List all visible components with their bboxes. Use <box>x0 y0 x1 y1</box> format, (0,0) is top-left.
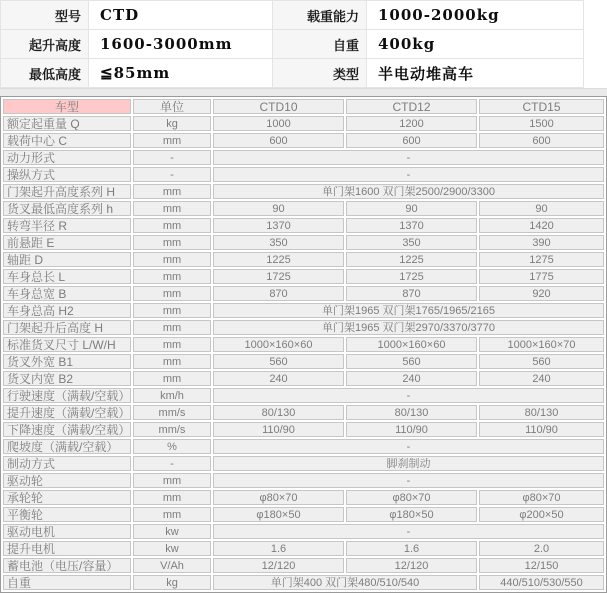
spec-table <box>0 96 607 593</box>
column-header-ctd15: CTD15 <box>479 99 604 114</box>
spec-value: 80/130 <box>213 405 344 420</box>
spec-unit: mm <box>133 473 211 488</box>
spec-value: 600 <box>479 133 604 148</box>
spec-label: 门架起升后高度 H <box>3 320 131 335</box>
spec-unit: mm <box>133 320 211 335</box>
spec-value: 110/90 <box>479 422 604 437</box>
spec-value: 80/130 <box>346 405 477 420</box>
spec-value: 12/120 <box>213 558 344 573</box>
spec-label: 蓄电池（电压/容量） <box>3 558 131 573</box>
spec-unit: mm <box>133 235 211 250</box>
spec-row <box>3 218 604 233</box>
spec-value-merged: 单门架1965 双门架1765/1965/2165 <box>213 303 604 318</box>
spec-row <box>3 439 604 454</box>
column-header-unit: 单位 <box>133 99 211 114</box>
spec-label: 货叉外宽 B1 <box>3 354 131 369</box>
spec-unit: % <box>133 439 211 454</box>
spec-row <box>3 405 604 420</box>
spec-label: 车身总宽 B <box>3 286 131 301</box>
spec-value: 12/150 <box>479 558 604 573</box>
spec-value: 1725 <box>213 269 344 284</box>
spec-value: φ80×70 <box>479 490 604 505</box>
min-height-value: ≦85mm <box>89 59 273 88</box>
spec-value: 440/510/530/550 <box>479 575 604 590</box>
capacity-value: 1000-2000kg <box>367 1 584 30</box>
spec-value-merged: - <box>213 388 604 403</box>
spec-row <box>3 490 604 505</box>
spec-row <box>3 184 604 199</box>
spec-row <box>3 337 604 352</box>
spec-label: 爬坡度（满载/空载） <box>3 439 131 454</box>
spec-unit: mm <box>133 303 211 318</box>
spec-unit: mm <box>133 201 211 216</box>
spec-value: 350 <box>346 235 477 250</box>
spec-value: 1370 <box>213 218 344 233</box>
spec-row <box>3 235 604 250</box>
spec-value: 390 <box>479 235 604 250</box>
spec-value: 1000×160×60 <box>346 337 477 352</box>
column-header-model: 车型 <box>3 99 131 114</box>
spec-row <box>3 354 604 369</box>
spec-label: 轴距 D <box>3 252 131 267</box>
model-value: CTD <box>89 1 273 30</box>
spec-value: 240 <box>479 371 604 386</box>
spec-unit: - <box>133 456 211 471</box>
min-height-label: 最低高度 <box>1 59 89 88</box>
spec-label: 承轮轮 <box>3 490 131 505</box>
spec-label: 额定起重量 Q <box>3 116 131 131</box>
spec-value-merged: 单门架1600 双门架2500/2900/3300 <box>213 184 604 199</box>
spec-row <box>3 422 604 437</box>
spec-value-merged: - <box>213 167 604 182</box>
spec-value: 110/90 <box>346 422 477 437</box>
spec-value: 870 <box>213 286 344 301</box>
spec-unit: mm/s <box>133 405 211 420</box>
spec-row <box>3 473 604 488</box>
model-summary-table <box>0 0 584 88</box>
spec-row <box>3 371 604 386</box>
spec-value: 90 <box>479 201 604 216</box>
spec-unit: mm/s <box>133 422 211 437</box>
spec-row <box>3 320 604 335</box>
spec-value: 560 <box>346 354 477 369</box>
spec-value: 1370 <box>346 218 477 233</box>
lift-height-value: 1600-3000mm <box>89 30 273 59</box>
spec-value: 1.6 <box>213 541 344 556</box>
spec-unit: - <box>133 150 211 165</box>
spec-value-merged: - <box>213 524 604 539</box>
spec-value: 1200 <box>346 116 477 131</box>
spec-value: φ80×70 <box>346 490 477 505</box>
spec-row <box>3 575 604 590</box>
spec-unit: mm <box>133 218 211 233</box>
spec-value: 240 <box>213 371 344 386</box>
spec-value-merged: 脚刹制动 <box>213 456 604 471</box>
spec-value: 1.6 <box>346 541 477 556</box>
spec-value: 2.0 <box>479 541 604 556</box>
spec-label: 提升电机 <box>3 541 131 556</box>
spec-value: 1275 <box>479 252 604 267</box>
spec-label: 前悬距 E <box>3 235 131 250</box>
spec-label: 制动方式 <box>3 456 131 471</box>
spec-unit: km/h <box>133 388 211 403</box>
spec-row <box>3 286 604 301</box>
spec-value: 560 <box>479 354 604 369</box>
spec-value: 110/90 <box>213 422 344 437</box>
spec-value: 12/120 <box>346 558 477 573</box>
spec-unit: mm <box>133 269 211 284</box>
spec-label: 标准货叉尺寸 L/W/H <box>3 337 131 352</box>
spec-row <box>3 303 604 318</box>
spec-unit: kg <box>133 116 211 131</box>
spec-value: 1000 <box>213 116 344 131</box>
lift-height-label: 起升高度 <box>1 30 89 59</box>
spec-unit: V/Ah <box>133 558 211 573</box>
spec-unit: mm <box>133 184 211 199</box>
spec-unit: mm <box>133 354 211 369</box>
spec-value: 1000×160×70 <box>479 337 604 352</box>
spec-value: 1420 <box>479 218 604 233</box>
spec-label: 提升速度（满载/空载） <box>3 405 131 420</box>
spec-value-merged: 单门架400 双门架480/510/540 <box>213 575 477 590</box>
summary-row <box>1 1 584 30</box>
spec-row <box>3 456 604 471</box>
spec-value: 1000×160×60 <box>213 337 344 352</box>
spec-label: 门架起升高度系列 H <box>3 184 131 199</box>
spec-label: 载荷中心 C <box>3 133 131 148</box>
spec-row <box>3 388 604 403</box>
spec-value: φ80×70 <box>213 490 344 505</box>
spec-label: 驱动轮 <box>3 473 131 488</box>
spec-value: 1225 <box>213 252 344 267</box>
spec-label: 操纵方式 <box>3 167 131 182</box>
spec-row <box>3 541 604 556</box>
spec-label: 货叉内宽 B2 <box>3 371 131 386</box>
spec-row <box>3 116 604 131</box>
spec-row <box>3 269 604 284</box>
spec-label: 转弯半径 R <box>3 218 131 233</box>
spec-unit: mm <box>133 371 211 386</box>
type-value: 半电动堆高车 <box>367 59 584 88</box>
spec-value-merged: - <box>213 473 604 488</box>
spec-value: 90 <box>213 201 344 216</box>
spec-unit: kg <box>133 575 211 590</box>
spec-value: 560 <box>213 354 344 369</box>
spec-value: φ180×50 <box>346 507 477 522</box>
spec-value: φ200×50 <box>479 507 604 522</box>
spec-row <box>3 133 604 148</box>
spec-label: 车身总高 H2 <box>3 303 131 318</box>
spec-label: 车身总长 L <box>3 269 131 284</box>
spec-unit: kw <box>133 524 211 539</box>
spec-header-row <box>3 99 604 114</box>
spec-value-merged: - <box>213 439 604 454</box>
spec-row <box>3 252 604 267</box>
model-label: 型号 <box>1 1 89 30</box>
capacity-label: 载重能力 <box>273 1 367 30</box>
spec-value: 870 <box>346 286 477 301</box>
spec-label: 驱动电机 <box>3 524 131 539</box>
spec-value: 90 <box>346 201 477 216</box>
column-header-ctd12: CTD12 <box>346 99 477 114</box>
spec-value: 240 <box>346 371 477 386</box>
spec-unit: mm <box>133 507 211 522</box>
spec-unit: - <box>133 167 211 182</box>
spec-row <box>3 524 604 539</box>
spec-unit: mm <box>133 252 211 267</box>
spec-row <box>3 201 604 216</box>
spec-value: 350 <box>213 235 344 250</box>
spec-unit: mm <box>133 286 211 301</box>
spec-row <box>3 507 604 522</box>
type-label: 类型 <box>273 59 367 88</box>
spec-row <box>3 558 604 573</box>
spec-unit: kw <box>133 541 211 556</box>
spec-value: 80/130 <box>479 405 604 420</box>
summary-row <box>1 30 584 59</box>
column-header-ctd10: CTD10 <box>213 99 344 114</box>
spec-label: 自重 <box>3 575 131 590</box>
self-weight-value: 400kg <box>367 30 584 59</box>
spec-table-body <box>3 99 604 590</box>
spec-value: 920 <box>479 286 604 301</box>
spec-row <box>3 167 604 182</box>
spec-value: 1500 <box>479 116 604 131</box>
spec-label: 动力形式 <box>3 150 131 165</box>
spec-unit: mm <box>133 490 211 505</box>
spec-value: 1775 <box>479 269 604 284</box>
spec-value: 600 <box>213 133 344 148</box>
self-weight-label: 自重 <box>273 30 367 59</box>
spec-value: 600 <box>346 133 477 148</box>
spec-label: 货叉最低高度系列 h <box>3 201 131 216</box>
spec-unit: mm <box>133 337 211 352</box>
spec-label: 平衡轮 <box>3 507 131 522</box>
spec-row <box>3 150 604 165</box>
spec-value: φ180×50 <box>213 507 344 522</box>
spec-value: 1225 <box>346 252 477 267</box>
summary-row <box>1 59 584 88</box>
divider-strip <box>0 88 607 96</box>
spec-label: 行驶速度（满载/空载） <box>3 388 131 403</box>
spec-value: 1725 <box>346 269 477 284</box>
spec-label: 下降速度（满载/空载） <box>3 422 131 437</box>
spec-value-merged: 单门架1965 双门架2970/3370/3770 <box>213 320 604 335</box>
spec-value-merged: - <box>213 150 604 165</box>
spec-unit: mm <box>133 133 211 148</box>
